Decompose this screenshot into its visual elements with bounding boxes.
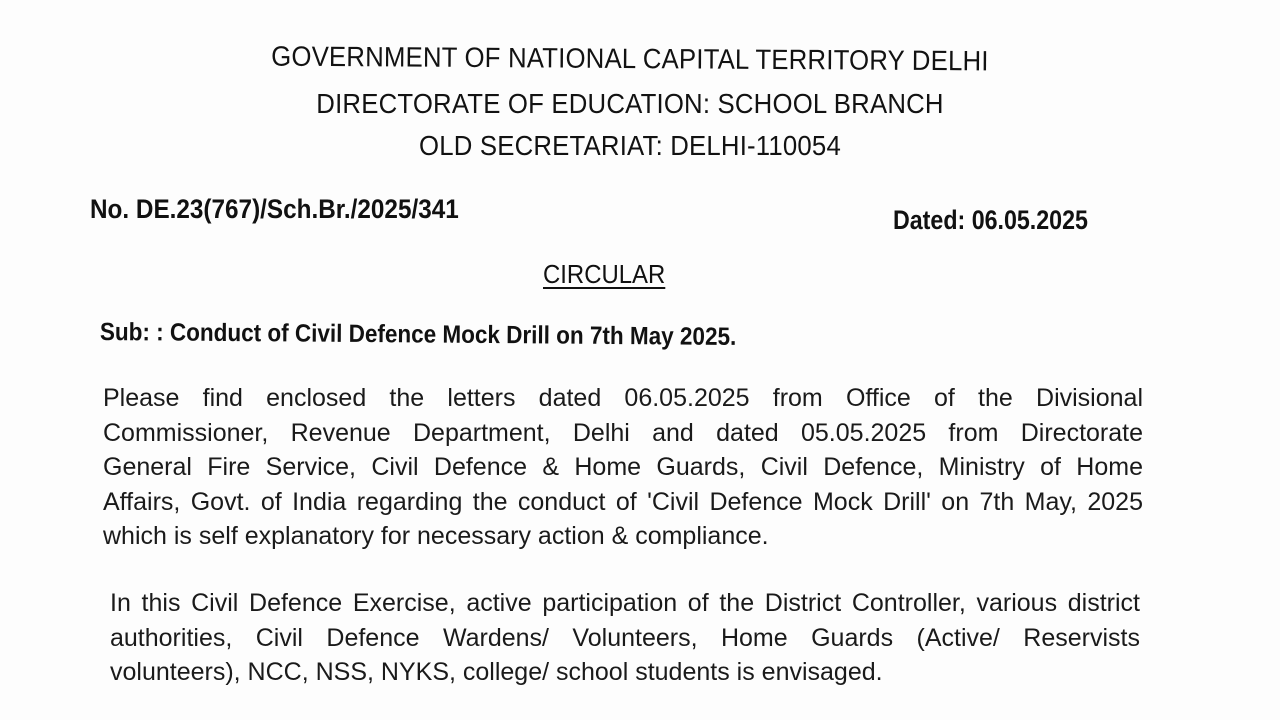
header-government: GOVERNMENT OF NATIONAL CAPITAL TERRITORY DELHI	[271, 40, 989, 77]
paragraph-line: General Fire Service, Civil Defence & Home Guards, Civil Defence, Ministry of Home	[103, 453, 1143, 481]
subject-prefix: Sub: :	[99, 318, 164, 347]
paragraph-participation	[110, 586, 1140, 690]
document-title: CIRCULAR	[543, 259, 666, 289]
document-date: Dated: 06.05.2025	[893, 205, 1088, 235]
paragraph-line: Commissioner, Revenue Department, Delhi and dated 05.05.2025 from Directorate	[103, 418, 1143, 447]
subject-text: Conduct of Civil Defence Mock Drill on 7th May 2025.	[169, 318, 737, 351]
paragraph-enclosure	[103, 381, 1143, 554]
header-address: OLD SECRETARIAT: DELHI-110054	[419, 130, 841, 161]
reference-number: No. DE.23(767)/Sch.Br./2025/341	[90, 194, 459, 224]
paragraph-line: In this Civil Defence Exercise, active participation of the District Controller, various district	[110, 589, 1140, 617]
paragraph-line: Affairs, Govt. of India regarding the conduct of 'Civil Defence Mock Drill' on 7th May, 2025	[103, 487, 1143, 516]
paragraph-line: which is self explanatory for necessary action & compliance.	[103, 522, 769, 550]
paragraph-line: volunteers), NCC, NSS, NYKS, college/ school students is envisaged.	[110, 658, 883, 686]
subject-line	[100, 318, 737, 352]
paragraph-line: authorities, Civil Defence Wardens/ Volunteers, Home Guards (Active/ Reservists	[110, 623, 1140, 652]
paragraph-line: Please find enclosed the letters dated 06.05.2025 from Office of the Divisional	[103, 384, 1143, 412]
header-directorate: DIRECTORATE OF EDUCATION: SCHOOL BRANCH	[316, 88, 944, 119]
